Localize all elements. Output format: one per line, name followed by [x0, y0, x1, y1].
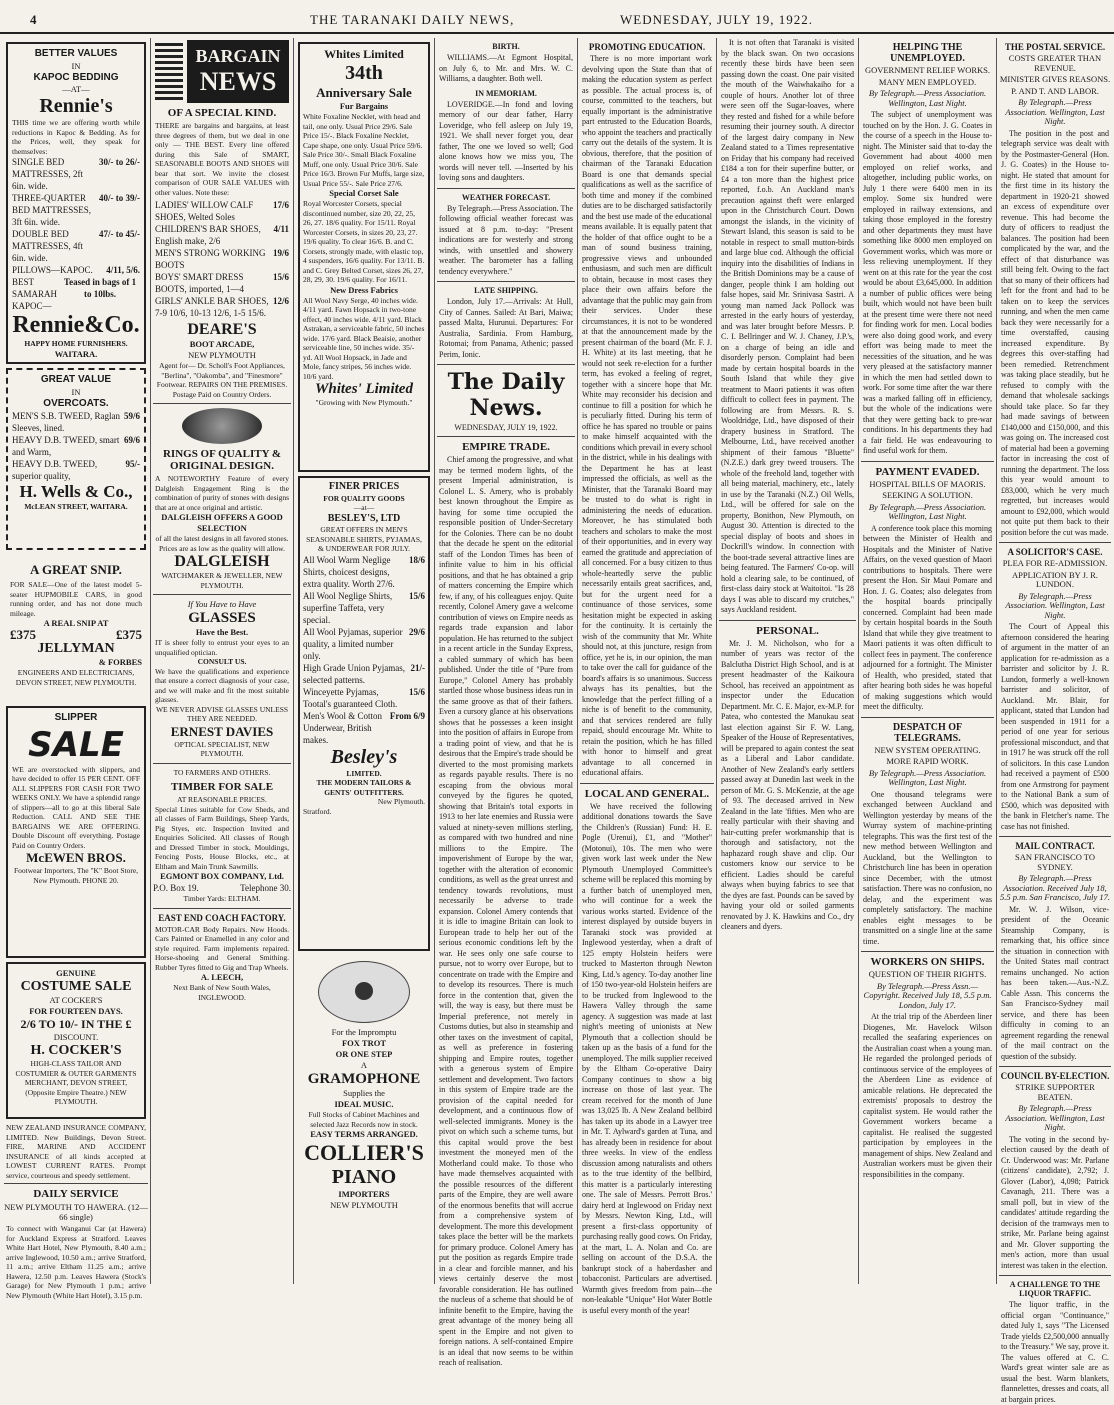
dateline: By Telegraph.—Press Association. Wellington, Last Night. [1005, 590, 1105, 620]
local-news-continued: It is not often that Taranaki is visited by the black swan. On two occasions recently these birds have been seen passing down the coast. One pair visited the mouth of the Waiwhakaiho for a couple of hours. Another lot of three were seen off the Sugar-loaves, where they rested and fished for a while before resuming their journey south. A director of the largest dairy company in New Zealand stated to a Times representative on Friday that his company had received £184 a ton for their superfine butter, or £4 a ton more than the highest price reported, f.o.b. An Auckland man's precaution against theft were enlarged upon in the Christchurch Court. Down amongst the islands, in the vicinity of Stewart Island, this season is said to be notable in respect to small mutton-birds and large blue cod. Although the official inquiry into the disabilities of Indians in the British Dominions may be a cause of danger, people think I am holding out false hopes, said Mr. Srinivasa Sastri. A young man named Jack Pollock was arrested in the early hours of yesterday, and was later brought before Messrs. P. C. I. Bellringer and W. J. Chaney, J.P.'s, on a charge of being an idle and disorderly person. Complaint had been made by certain hospital boards in the South Island that while they give treatment to Maori patients it was often difficult to collect fees in payment. The following are from Messrs. R. S. Wooldridge, Ltd., have disposed of their drapery business in Stratford. The Melbourne, Ltd., have received another shipment of their famous "Bluette" (N.Z.E.) dark grey tweed trousers. The whole of the freehold land, together with all being material, machinery, etc., lately in use by the Taranaki (N.Z.) Oil Wells, Ltd., will be offered for sale on the property, Bonithon, New Plymouth, on August 30. Attention is directed to the special display of boots and shoes in Dockrill's window. In connection with the boot-trade several attractive lines are being featured. The Farmers' Co-op. will hold a clearing sale, to be continued, of first-class dairy stock at Waitoitoi. "Is 28 days I was able to discard my crutches," says Auckland resident. [721, 38, 854, 614]
ad-tagline: OPTICAL SPECIALIST, NEW PLYMOUTH. [174, 739, 270, 758]
ad-tagline: HIGH-CLASS TAILOR AND COSTUMIER & OUTER GARMENTS MERCHANT, DEVON STREET, (Opposite Empire Theatre.) NEW PLYMOUTH. [15, 1059, 137, 1106]
ad-text: To connect with Wanganui Car (at Hawera) for Auckland Express at Stratford. Leaves White Hart Hotel, New Plymouth, 8.40 a.m.; arrive Inglewood, 10.50 a.m.; arrive Stratford, 11 a.m.; arrive Eltham 11.25 a.m.; arrive Hawera, 12.50 p.m. Leaves Hawera (Stock's Garage) for New Plymouth 1 p.m.; arrive New Plymouth (White Hart Hotel), 3.15 p.m. [6, 1224, 146, 1300]
ad-tagline: HAPPY HOME FURNISHERS. [24, 339, 128, 348]
ad-town: NEW PLYMOUTH [330, 1200, 398, 1210]
item-label: All Wool Pyjamas, superior quality, a limited number only. [303, 626, 403, 661]
price-list-item [303, 590, 425, 626]
price-list-item [155, 295, 289, 319]
article-body: The subject of unemployment was touched on by the Hon. J. G. Coates in the course of a speech in the House to-night. The Minister said that to-day the Government had about 4000 men employed on relief works, and altogether, including public works, on July 1 there were 6400 men in its employ. Some six hundred were employed in railway extensions, and taking those employed in the forestry and other departments they must have something like 8000 men employed on Government works, which was more or less relieving unemployment. If they went on at this rate for the year the cost would be about £3,645,000. In addition a number of public offices were being built, which would not have been built at the present time were there not need for finding work for men. Local bodies were also doing good work, and every effort was being made to meet the necessities of the situation, and he was very pleased at the satisfactory manner in which the men had settled down to work. For some time after the war there was a marked falling off in efficiency, but the whole of the indications were that they were getting back to pre-war conditions. In his departments they had a fair field. He was endeavouring to find useful work for them. [863, 110, 992, 455]
ad-text: AT COCKER'S [49, 995, 103, 1005]
collier-ad [298, 955, 430, 1259]
price-list-item [12, 228, 140, 264]
price-list-item [155, 223, 289, 247]
ad-brand: H. Wells & Co., [19, 482, 133, 501]
item-price: 15/6 [272, 272, 289, 282]
ad-heading: Anniversary Sale [316, 85, 412, 100]
ad-text: FOR SALE—One of the latest model 5-seater HUPMOBILE CARS, in good running order, and has not done much mileage. [10, 580, 142, 618]
item-label: High Grade Union Pyjamas, selected patterns. [303, 662, 405, 685]
dateline: By Telegraph.—Press Association. Wellington, Last Night. [868, 88, 987, 108]
item-price: 95/- [125, 459, 140, 469]
dateline: By Telegraph.—Press Association. Wellington, Last Night. [868, 767, 987, 787]
ad-text: A NOTEWORTHY Feature of every Dalgleish Engagement Ring is the combination of purity of stones with designs that are at once original and artistic. [155, 474, 289, 512]
ad-heading: KAPOC BEDDING [33, 71, 119, 83]
whites-logo: Whites' Limited [315, 381, 413, 397]
price-list-item [303, 554, 425, 590]
item-label: Winceyette Pyjamas, Tootal's guaranteed Cloth. [303, 686, 398, 709]
ad-text: Special Lines suitable for Cow Sheds, and all classes of Farm Buildings, Sheep Yards, Pig Styes, etc. Inspection Invited and Enquiries Solicited. All classes of Rough and Dressed Timber in stock, Mouldings, Fencing Posts, House Blocks, etc., at Eltham and Main Trunk Sawmills. [155, 804, 289, 871]
rennie-ad [6, 42, 146, 364]
ad-brand: EGMONT BOX COMPANY, Ltd. [160, 871, 284, 881]
wells-ad [6, 368, 146, 550]
ad-heading: BETTER VALUES [34, 48, 118, 59]
article-body: The position in the post and telegraph service was dealt with by the Postmaster-General (Hon. J. G. Coates) in the House to-night. He stated that amount for the first time in its history the department in 1920-21 showed an excess of expenditure over revenue. This had become the duty of officers to readjust the balances. The position had been complicated by the war, and the effect of that disturbance was still being felt. Owing to the fact that so many of their officers had left for the front and had to be taken on to keep the services running, and when the men came back they were necessarily for a time overstaffed, causing increased expenditure. By degrees this over-staffing had been remedied. Retrenchment was taking place steadily, but he refused to comply with the demand that wholesale sackings should take place. So far they had made savings of between £140,000 and £150,000, and this was going on. The increased cost of material had been a governing factor in increasing the cost of running the department. The loss this year would amount to £83,000, which he very much regretted, but increases would amount to £92,000, which would not quite put them back to their position before the cut was made. [1001, 128, 1109, 537]
price-list-item [303, 686, 425, 710]
ad-text: THERE are bargains and bargains, at least three degrees of them, but we deal in one only — THE BEST. Every line offered during this Sale of SMART, SEASONABLE BOOTS AND SHOES will bear that sort. We invite the closest comparison of OUR SALE VALUES with other values. Note these: [155, 121, 289, 197]
item-label: Men's Wool & Cotton Underwear, British makes. [303, 710, 382, 745]
rennie-logo: Rennie&Co. [12, 312, 140, 338]
section-subheading: PLEA FOR RE-ADMISSION. [1002, 558, 1108, 568]
sale-wordmark: SALE [28, 724, 124, 765]
ad-heading: 34th [345, 62, 383, 84]
ad-text: GENUINE [56, 968, 96, 978]
ad-text: FOX TROT [341, 1038, 386, 1048]
ad-heading: EAST END COACH FACTORY. [158, 912, 286, 923]
ad-text: A REAL SNIP AT [43, 618, 109, 628]
editorial-date: WEDNESDAY, JULY 19, 1922. [454, 423, 558, 432]
item-price: 19/6 [272, 248, 289, 258]
item-label: THREE-QUARTER BED MATTRESSES, 3ft 6in. wide. [12, 193, 92, 227]
item-label: DOUBLE BED MATTRESSES, 4ft 6in. wide. [12, 229, 84, 263]
page-number: 4 [30, 12, 38, 27]
ad-text: Royal Worcester Corsets, special discontinued number, size 20, 22, 25, 26, 27. 18/6 quality. For 15/11. Royal Worcester Corsets, in sizes 20, 23, 27. 19/6 quality. To clear 16/6. B. and C. Corsets, strongly made, with elastic top, 4 suspenders, 16/6 quality. For 13/11. B. and C. Grey Belted Corset, sizes 26, 27, 28, 29, 30. 19/6 quality. For 16/11. [303, 199, 425, 284]
insurance-ad: NEW ZEALAND INSURANCE COMPANY, LIMITED. New Buildings, Devon Street. FIRE, MARINE AND ACCIDENT INSURANCE of all kinds accepted at LOWEST CURRENT RATES. Prompt service, courteous and speedy settlement. [6, 1123, 146, 1180]
item-label: SINGLE BED MATTRESSES, 2ft 6in. wide. [12, 157, 84, 191]
item-label: BOYS' SMART DRESS BOOTS, imported, 1—4 [155, 272, 244, 294]
section-subheading: APPLICATION BY J. R. LUNDON. [1012, 569, 1098, 589]
ad-heading: RINGS OF QUALITY & ORIGINAL DESIGN. [162, 448, 282, 472]
ad-subheading: TO FARMERS AND OTHERS. [173, 767, 271, 777]
price-list-item [155, 247, 289, 271]
ad-brand: JELLYMAN [37, 641, 115, 656]
ad-text: For the Impromptu [331, 1027, 397, 1037]
column-6 [719, 38, 856, 1284]
section-heading: WEATHER FORECAST. [461, 192, 551, 202]
ad-address: Next Bank of New South Wales, INGLEWOOD. [173, 983, 271, 1002]
dateline: By Telegraph.—Press Association. Wellington, Last Night. [1005, 1103, 1105, 1132]
item-label: PILLOWS—KAPOC. [12, 265, 93, 275]
price-list-item [155, 271, 289, 295]
item-label: HEAVY D.B. TWEED, superior quality, [12, 459, 98, 481]
ad-heading: NEWS [199, 67, 277, 96]
ad-text: If You Have to Have [187, 599, 257, 609]
price-list-item [12, 458, 140, 482]
ad-text: Prices are as low as the quality will allow. [159, 543, 285, 553]
ad-text: A [360, 1060, 368, 1070]
item-label: BEST SAMARAH KAPOC— [12, 277, 58, 311]
article-body: At the trial trip of the Aberdeen liner Diogenes, Mr. Havelock Wilson recalled the seafaring experiences on the Australian coast when a young man. He regarded the prolonged periods of continuous service of the employees of the Aberdeen Line as evidence of amicable relations. He deprecated the extremists' proposals to destroy the capitalist system. He would rather the Government workers became a capitalist. He realised the suggested participation by employees in the management of ships. New Zealand and Australian workers must be given their responsibilities in the company. [863, 1012, 992, 1179]
item-price: Teased in bags of 1 to 10lbs. [63, 277, 137, 299]
ad-brand: BOOT ARCADE, [189, 339, 255, 349]
dateline: By Telegraph.—Press Association. Received July 18, 5.5 p.m. San Francisco, July 17. [999, 873, 1110, 902]
section-subheading: MORE RAPID WORK. [886, 756, 969, 766]
ad-tagline: WATCHMAKER & JEWELLER, NEW PLYMOUTH. [161, 571, 283, 590]
price-list [12, 156, 140, 312]
column-2 [153, 38, 291, 1284]
ad-text: We have the qualifications and experience that ensure a correct diagnosis of your case, and we will make and fit the most suitable glasses. [155, 666, 289, 704]
ad-text: Agent for— Dr. Scholl's Foot Appliances, "Berlina", "Oakomba", and "Finesmore" Footwear. REPAIRS ON THE PREMISES. Postage Paid on Country Orders. [156, 361, 288, 399]
ad-subheading: OF A SPECIAL KIND. [167, 107, 277, 119]
dateline: By Telegraph.—Press Association. Wellington, Last Night. [1005, 97, 1105, 126]
ad-tagline: THE MODERN TAILORS & GENTS' OUTFITTERS. [316, 778, 412, 797]
item-label: GIRLS' ANKLE BAR SHOES, 7-9 10/6, 10-13 12/6, 1-5 15/6. [155, 296, 269, 318]
editorial-heading: EMPIRE TRADE. [462, 441, 550, 453]
price-list [155, 199, 289, 319]
ad-brand: & FORBES [98, 657, 142, 667]
ad-heading: BARGAIN [195, 46, 281, 66]
ad-text: WE NEVER ADVISE GLASSES UNLESS THEY ARE NEEDED. [155, 704, 289, 723]
item-price: 12/6 [272, 296, 289, 306]
item-price: 17/6 [272, 200, 289, 210]
ad-text: of all the latest designs in all favored stones. [155, 534, 289, 543]
section-heading: HELPING THE UNEMPLOYED. [890, 42, 965, 64]
article-body: The voting in the second by-election caused by the death of Cr. Underwood was: Mr. Parlane (citizens' candidate), 2,792; J. Glover (Labor), 4,098; Patrick Cavanagh, 211. There was a small poll, but in view of the candidates' attitude regarding the decision of the tramways men to strike, Mr. Parlane being against and Mr. Glover supporting the men's action, more than usual interest was taken in the election. [1001, 1134, 1109, 1270]
ad-heading: DAILY SERVICE [33, 1188, 119, 1200]
ad-address: McLEAN STREET, WAITARA. [24, 502, 128, 511]
price-list [303, 554, 425, 746]
item-price: 69/6 [123, 435, 140, 445]
ad-subheading: New Dress Fabrics [330, 284, 398, 295]
newspaper-title: THE TARANAKI DAILY NEWS, [310, 12, 515, 27]
column-rule [150, 38, 151, 1284]
paper-nameplate: The Daily News. [447, 369, 565, 421]
item-label: All Wool Neglige Shirts, superfine Taffeta, very special. [303, 590, 393, 625]
ad-town: NEW PLYMOUTH [188, 350, 256, 360]
po-box: P.O. Box 19. [153, 883, 199, 893]
memoriam-notice: LOVERIDGE.—In fond and loving memory of our dear father, Harry Loveridge, who fell asleep on July 19, 1921. We shall never forget you, dear father, The one we loved so well; God alone knows how we miss you, The words will never tell. —Inserted by his loving sons and daughters. [439, 99, 573, 182]
ad-town: Stratford. [303, 806, 332, 816]
column-5 [580, 38, 714, 1315]
ad-text: OR ONE STEP [335, 1049, 393, 1059]
item-price: 15/6 [408, 590, 425, 601]
price-list [12, 410, 140, 482]
ad-subheading: EASY TERMS ARRANGED. [310, 1129, 418, 1139]
section-heading: WORKERS ON SHIPS. [870, 956, 985, 968]
ad-subheading: Have the Best. [195, 627, 249, 637]
article-body: A conference took place this morning between the Minister of Health and Hospitals and the Minister of Native Affairs, on the vexed question of Maori contributions to hospitals. There were present the Hon. Sir Maui Pomare and Hon. J. G. Coates; also delegates from the hospital boards principally concerned. Complaint had been made by certain hospital boards in the South Island that while they give treatment to Maori patients it was often difficult to collect fees in payment. The conference adjourned for a fortnight. The Minister of Health, who presided, stated that after hearing both sides he was hopeful of making suggestions which would meet the difficulty. [863, 523, 992, 711]
section-subheading: MANY MEN EMPLOYED. [878, 76, 977, 87]
weather-forecast: By Telegraph.—Press Association. The following official weather forecast was issued at 8 p.m. to-day: "Present indications are for westerly and strong winds, with unsettled and showery weather. The barometer has a falling tendency everywhere." [439, 203, 573, 276]
ad-brand: H. COCKER'S [30, 1043, 122, 1058]
cocker-ad [6, 962, 146, 1119]
ad-heading: GREAT VALUE [40, 374, 112, 385]
ad-text: White Foxaline Necklet, with head and tail, one only. Usual Price 29/6. Sale Price 15/-. Black Foxaline Necklet, Cape shape, one only. Usual Price 59/6. Sale Price 30/-. Small Black Foxaline Muff, one only. Usual Price 30/6. Sale Price 16/3. Brown Fur Muffs, large size, Usual Price 55/-. Sale Price 27/6. [303, 112, 425, 188]
item-price: 15/6 [408, 686, 425, 697]
item-price: 18/6 [408, 554, 425, 565]
article-body: The Court of Appeal this afternoon considered the hearing of argument in the matter of an application for re-admission as a barrister and solicitor by J. R. Lundon, formerly a well-known barrister and solicitor, of Auckland. Mr. Blair, for applicant, stated that Lundon had been suspended in 1911 for a period of one year for serious professional misconduct, and that in 1917 he was struck off the roll of solicitors. In this case Lundon had received a payment of £500 from one Armstrong for payment to the National Bank a sum of £500, which was deposited with the bank in Fletcher's name. The case has not finished. [1001, 622, 1109, 831]
education-article: There is no more important work devolving upon the State than that of making the education system as perfect as possible. The actual process is, of course, committed to the teachers, but equally important is the administrative part entrusted to the Education Boards, who appoint the teachers and practically carry out the details of the system. It is obvious, therefore, that the position of chairman of the Taranaki Education Board is one that demands special qualifications as well as the sacrifice of both time and money if the combined duties are to be discharged satisfactorily and the best use made of the educational means available. It is equally patent that the holder of that office ought to be a man of sound business training, progressive views and unbounded enthusiasm, and such men are difficult to obtain, because in most cases they place their own affairs before the advantage that the public may gain from their services. Under these circumstances, it is not to be wondered at that the announcement made by the present chairman of the board (Mr. F. J. H. White) at its last meeting, that he would not seek re-election for a further term, has evoked a feeling of regret, together with a sincere hope that Mr. White may reconsider his decision and continue to fill a position for which he is peculiarly fitted. During his term of office he has spared no trouble or pains to make himself acquainted with the conditions which prevail in every school in the district, while in his dealings with the Department he has at least impressed the officials, as well as the Minister, that the Taranaki Board may be trusted to do what is right in administering the needs of education. Moreover, he has stimulated both teachers and scholars to make the most of their opportunities, and in every way earned the gratitude and appreciation of all concerned. For a busy citizen to thus whole-heartedly serve the public necessarily entails great sacrifices, and, but for the urgent need for a continuance of those services, some hesitation might be expected in asking for the continuity. It is certainly the wish of the community that Mr. White should not, at this juncture, resign from office, yet he is, in our opinion, the man to take over the call for guidance of the board's affairs is so unanimous. Success always has its penalties, but the knowledge that the perfect filling of a niche is of benefit to the community, and that services rendered are fully repaid, should encourage Mr. White to retain the position, which he has filled with honor to himself and great advantage to all concerned in educational affairs. [582, 54, 712, 777]
price-list-item [303, 662, 425, 686]
ad-text: All Wool Navy Serge, 40 inches wide. 4/11 yard. Fawn Hopsack in two-tone effect, 40 inches wide. 4/11 yard. Black Astrakan, a serviceable fabric, 50 inches wide. 17/6 yard. Black Beaisie, another serviceable line, 50 inches wide. 35/- yd. All Wool Hopsack, in Jade and Mole, fancy stripes, 56 inches wide. 10/6 yard. [303, 295, 425, 381]
section-heading: A SOLICITOR'S CASE. [1007, 547, 1103, 557]
column-4 [437, 38, 575, 1367]
item-price: 29/6 [408, 626, 425, 637]
item-price: 4/11, 5/6. [106, 265, 140, 275]
item-price: 30/- to 26/- [99, 157, 140, 167]
editorial-body: Chief among the progressive, and what may be termed modern lights, of the present Imperial administration, is Colonel L. S. Amery, who is probably best known throughout the Empire as having for some time occupied the responsible position of Under-Secretary for the Colonies. There can be no doubt that the decade he spent on the editorial staff of the London Times has been of infinite value to him in his official positions, and that he has obtained a grip of matters concerning the Empire which few, if any, of his colleagues enjoy. Quite recently, Colonel Amery gave a welcome contribution of views on Empire needs as regards trade expansion and labor population. He has returned to the subject in a recent article in the Sunday Express, a cabled summary of which has been published. Under the title of "Pure from Europe," Colonel Amery has probably startled those whose business ideas run in the same groove as that of their fathers. Even a cursory glance at his observations shows that he possesses a keen insight into the position of affairs in Europe from a trading point of view, and that he is desirous that the Empire's trade should be diverted to the most promising markets as regards payable results. There is no escaping from the obvious moral conveyed by the figures he quoted, showing that Britain's total exports in 1913 to her late enemies and Russia were valued at ninety-seven millions sterling, as compared with two hundred and nine millions to the Empire. The impoverishment of Europe by the war, together with the alteration of economic conditions, as well as the great unrest and tendency towards revolutions, must necessarily be adverse to trade expansion. Colonel Amery contends that it is idle to imagine Britain can look to European trade to help her out of the serious economic conditions left by the war. He sees only one safe course to pursue, not to worry over Europe, but to concentrate on trade with the Empire and to develop its resources. There is much force in the contention that, given the will, the way is easy, but there must be Imperial preference, not merely in Customs duties, but also in steamship and other taxes on the investment of capital, as well as preference in fostering shipping and Empire routes, together with a generous system of Empire settlement and development. Two factors in this system of Empire trade are the provision of the capital needed for development, and a continuous flow of well-selected immigrants. Money is the pivot on which such a scheme turns, but this capital would prove the best investment the moneyed men of the Motherland could make. To those who have made themselves acquainted with the possible resources of the different parts of the Empire, they are well aware of the enormous benefits that will accrue from a comprehensive system of development. The more this development takes place the better will be the markets for primary produce. Colonel Amery has put the position as regards Empire trade in a clear and forcible manner, and his views certainly deserve the most favorable consideration. He has outlined the nucleus of a scheme that should be of infinite benefit to the Empire, having the great advantage of the money being all spent in the Empire and not given to foreign nations. A self-contained Empire is an ideal that now seems to be within reach of realisation. [439, 455, 573, 1367]
ad-text: —AT— [62, 84, 90, 94]
section-heading: PROMOTING EDUCATION. [588, 42, 706, 52]
item-price: 47/- to 45/- [99, 229, 140, 239]
section-subheading: STRIKE SUPPORTER BEATEN. [1015, 1082, 1095, 1102]
item-price: 4/11 [273, 224, 289, 234]
slipper-sale-ad [6, 706, 146, 958]
ad-brand: BESLEY'S, LTD [327, 512, 401, 524]
ad-heading: GRAMOPHONE [307, 1071, 421, 1087]
ring-illustration [182, 408, 262, 444]
personal-news: Mr. J. M. Nicholson, who for a number of years was rector of the Balclutha District High School, and is at present headmaster of the Kaikoura School, has received an appointment as inspector under the Education Department. Mr. C. E. Major, ex-M.P. for Patea, who contested the Manukau seat last election against Sir F. W. Lang, Speaker of the House of Representatives, will be prepared to again contest the seat as a Liberal and Labor candidate. Another of New Zealand's early settlers passed away at Dunedin last week in the person of Mr. G. S. McKenzie, at the age of 93. The deceased arrived in New Zealand in the late 'fifties. Men who are really particular with their shaving and hair-cutting prefer workmanship that is thorough and satisfactory, not the haphazard rough shave and clip. Our customers know our service to be efficient. Ladies should be careful always when buying fabrics to see that the dyes are fast. Pounds can be saved by having your old or soiled garments renovated by J. K. Hawkins and Co., dry cleaners and dyers. [721, 638, 854, 931]
price-list-item [303, 626, 425, 662]
section-subheading: MINISTER GIVES REASONS. [999, 74, 1111, 84]
telephone: Telephone 30. [240, 883, 291, 893]
ad-text: IMPORTERS [338, 1189, 390, 1199]
ad-heading: TIMBER FOR SALE [170, 781, 274, 793]
hand-icon [155, 40, 183, 100]
section-heading: PAYMENT EVADED. [875, 465, 980, 478]
section-heading: LOCAL AND GENERAL. [584, 787, 710, 800]
ad-heading: A GREAT SNIP. [30, 562, 122, 577]
price-list-item [12, 434, 140, 458]
ad-subheading: CONSULT US. [197, 657, 247, 666]
column-rule [577, 38, 578, 1284]
section-subheading: P. AND T. AND LABOR. [1011, 85, 1099, 96]
section-subheading: COSTS GREATER THAN REVENUE. [1008, 53, 1102, 73]
ad-heading: SLIPPER [54, 712, 98, 723]
column-rule [858, 38, 859, 1284]
ad-text: MOTOR-CAR Body Repairs. New Hoods. Cars Painted or Enamelled in any color and style required. Farm implements repaired. Horse-shoeing and General Smithing. Rubber Tyres fitted to Gig and Trap Wheels. [155, 924, 289, 972]
item-label: HEAVY D.B. TWEED, smart and Warm, [12, 435, 120, 457]
price-list-item [12, 410, 140, 434]
column-3 [296, 38, 432, 1284]
besley-logo: Besley's [330, 745, 398, 768]
ad-text: Supplies the [343, 1088, 385, 1098]
ad-heading: COSTUME SALE [20, 979, 132, 994]
ad-tagline: ENGINEERS AND ELECTRICIANS, DEVON STREET, NEW PLYMOUTH. [15, 668, 137, 687]
item-price: From 6/9 [389, 710, 425, 721]
ad-subheading: AT REASONABLE PRICES. [177, 795, 267, 804]
section-heading: LATE SHIPPING. [474, 286, 538, 295]
section-heading: THE POSTAL SERVICE. [1004, 42, 1106, 52]
ad-text: 2/6 TO 10/- IN THE £ [20, 1017, 132, 1031]
ad-text: DISCOUNT. [53, 1032, 99, 1042]
ad-brand: Whites Limited [324, 47, 404, 61]
article-body: The liquor traffic, in the official organ "Continuance," dated July 1, says "The Licensed Trade yields £2,500,000 annually to the Treasury." We say, prove it. The values offered at C. C. Ward's great winter sale are as usual the best. Warm blankets, flannelettes, dresses and coats, all at bargain prices. [1001, 1300, 1109, 1404]
column-8 [999, 38, 1111, 1404]
section-subheading: GOVERNMENT RELIEF WORKS. [864, 65, 991, 75]
ad-heading: OVERCOATS. [43, 397, 109, 409]
item-price: 21/- [410, 662, 425, 673]
masthead [0, 0, 1114, 34]
ad-heading: FINER PRICES [328, 481, 400, 492]
ad-text: IN [71, 60, 81, 71]
ad-text: FOR FOURTEEN DAYS. [29, 1006, 123, 1016]
ad-heading: FOR QUALITY GOODS [323, 493, 405, 503]
ad-tagline: "Growing with New Plymouth." [315, 398, 413, 407]
ad-text: WE are overstocked with slippers, and have decided to offer 15 PER CENT. OFF ALL SLIPPERS FOR CASH FOR TWO WEEKS ONLY. We have a splendid range of slippers—all to go at this liberal Sale Reduction. CALL AND SEE THE BARGAINS WE ARE OFFERING. Double Discount off everything. Postage Paid on Country Orders. [12, 764, 140, 850]
birth-notice: WILLIAMS.—At Egmont Hospital, on July 6, to Mr. and Mrs. W. C. Williams, a daughter. Both well. [439, 53, 573, 83]
ad-brand: A. LEECH, [200, 972, 244, 982]
bargain-news-header [155, 40, 289, 103]
issue-date: WEDNESDAY, JULY 19, 1922. [620, 12, 813, 27]
section-heading: A CHALLENGE TO THE LIQUOR TRAFFIC. [1009, 1280, 1101, 1298]
item-label: MEN'S S.B. TWEED, Raglan Sleeves, lined. [12, 411, 120, 433]
column-1 [4, 38, 148, 1300]
ad-text: —at— [353, 503, 375, 512]
ad-text: IT is sheer folly to entrust your eyes to an unqualified optician. [155, 638, 289, 657]
ad-brand: DALGLEISH [174, 553, 270, 570]
ad-subheading: Special Corset Sale [329, 188, 399, 198]
section-heading: MAIL CONTRACT. [1015, 841, 1095, 851]
price-list-item [303, 710, 425, 746]
ad-tagline: Footwear Importers, The "K" Boot Store, New Plymouth. PHONE 20. [13, 866, 139, 885]
ad-text: LIMITED. [346, 768, 382, 778]
besley-ad [298, 476, 430, 951]
ad-brand: McEWEN BROS. [26, 850, 126, 865]
item-label: MEN'S STRONG WORKING BOOTS [155, 248, 266, 270]
price-list-item [12, 264, 140, 276]
column-rule [716, 38, 717, 1284]
ad-brand: DEARE'S [187, 321, 257, 338]
ad-text: IDEAL MUSIC. [334, 1099, 394, 1109]
ad-town: New Plymouth. [377, 797, 425, 806]
section-heading: IN MEMORIAM. [475, 88, 537, 98]
column-rule [434, 38, 435, 1284]
ad-subheading: GREAT OFFERS IN MEN'S SEASONABLE SHIRTS, PYJAMAS, & UNDERWEAR FOR JULY. [306, 525, 422, 553]
ad-subheading: DALGLEISH OFFERS A GOOD SELECTION [161, 512, 283, 533]
item-price: 59/6 [123, 411, 140, 421]
section-heading: DESPATCH OF TELEGRAMS. [892, 721, 963, 744]
ad-text: Timber Yards: ELTHAM. [183, 894, 261, 903]
section-heading: COUNCIL BY-ELECTION. [1000, 1071, 1110, 1081]
gramophone-illustration [318, 961, 410, 1023]
item-label: LADIES' WILLOW CALF SHOES, Welted Soles [155, 200, 254, 222]
column-rule [293, 38, 294, 1284]
ad-brand: Rennie's [39, 95, 113, 117]
local-news: We have received the following additional donations towards the Save the Children's (Russian) Fund: H. E. Pogle (Urenui), £1, and "Mother" (Motonui), 10s. The men who were given work last week under the New Plymouth Unemployed Committee's scheme will be replaced this morning by a further batch of unemployed men, who will continue for a week the various works started. Evidence of the interest displayed by outside buyers in Taranaki stock was provided at Inglewood yesterday, when a draft of 125 empty Holstein heifers were trucked to Masterton through Newton King, Ltd.'s agency. To-day another line of 150 two-year-old Holstein heifers are to be trucked from Inglewood to the Hawera Valley through the same agency. A suggestion was made at last night's meeting of unionists at New Plymouth that a collection should be taken up as the basis of a fund for the unemployed. The milk supplier received by the Eltham Co-operative Dairy Company continues to show a big increase on those of last year. The cream received for the month of June was 13,025 lb. A New Zealand bellbird has taken up its abode in a Lawyer tree in Mr. T. Aylward's garden at Tuna, and has already been in residence for about three weeks. In view of the endless discussion among naturalists and others as to the true identity of the bellbird, this matter is a particularly interesting one. The sale of Messrs. Perrott Bros.' dairy herd at Inglewood on Friday next by Messrs. Newton King, Ltd., will present a first-class opportunity of purchasing really good cows. On Friday, at the mart, L. A. Nolan and Co. are selling on account of the D.S.A. the bankrupt stock of a haberdasher and tobacconist. Particulars are advertised. Warmth gives freedom from pain—the non-leakable "Unique" Hot Water Bottle is useful every month of the year! [582, 801, 712, 1315]
price-list-item [12, 156, 140, 192]
ad-subheading: NEW PLYMOUTH TO HAWERA. (12—66 single) [4, 1202, 148, 1222]
ad-brand: ERNEST DAVIES [170, 723, 274, 739]
snip-ad [6, 554, 146, 702]
price: £375 [10, 627, 36, 642]
ad-brand: PIANO [331, 1166, 397, 1188]
ad-town: WAITARA. [54, 348, 98, 359]
price: £375 [116, 627, 142, 642]
ad-text: THIS time we are offering worth while reductions in Kapoc & Bedding. As for the Prices, well, they speak for themselves: [12, 118, 140, 156]
column-rule [996, 38, 997, 1284]
section-subheading: QUESTION OF THEIR RIGHTS. [868, 969, 987, 979]
item-label: All Wool Warm Neglige Shirts, choicest designs, extra quality. Worth 27/6. [303, 554, 395, 589]
price-list-item [155, 199, 289, 223]
item-price: 40/- to 39/- [99, 193, 140, 203]
whites-ad [298, 42, 430, 472]
ad-text: Full Stocks of Cabinet Machines and selected Jazz Records now in stock. [308, 1110, 420, 1129]
section-subheading: SAN FRANCISCO TO SYDNEY. [1015, 852, 1095, 872]
ad-subheading: Fur Bargains [339, 101, 389, 111]
item-label: CHILDREN'S BAR SHOES, English make, 2/6 [155, 224, 261, 246]
dateline: By Telegraph.—Press Association. Wellington, Last Night. [868, 501, 987, 521]
section-subheading: NEW SYSTEM OPERATING. [874, 744, 981, 755]
ad-heading: GLASSES [188, 610, 256, 626]
shipping-news: London, July 17.—Arrivals: At Hull, City of Cannes. Sailed: At Bari, Maiwa; passed Malta, Hurunui. Departures: For Australia, Sardinia. From Hamburg, Rotomai; from Panama, Athenic; passed Perim, Ionic. [439, 297, 573, 359]
section-heading: PERSONAL. [756, 624, 819, 637]
price-list-item [12, 192, 140, 228]
section-subheading: HOSPITAL BILLS OF MAORIS. [869, 478, 986, 489]
price-list-item [12, 276, 140, 312]
column-7 [861, 38, 994, 1284]
section-heading: BIRTH. [492, 42, 520, 51]
ad-brand: COLLIER'S [304, 1140, 424, 1165]
ad-text: IN [71, 386, 81, 397]
dateline: By Telegraph.—Press Assn.—Copyright. Received July 18, 5.5 p.m. London, July 17. [863, 980, 992, 1010]
article-body: Mr. W. J. Wilson, vice-president of the Oceanic Steamship Company, is remarking that, his office since the situation in connection with the United States mail contract remains unchanged. No action has been taken.—Aus.-N.Z. Cable Assn. This concerns the San Francisco-Sydney mail service, and there has been difficulty in coming to an agreement regarding the renewal of the mail contract on the question of the subsidy. [1001, 904, 1109, 1061]
section-subheading: SEEKING A SOLUTION. [882, 490, 973, 500]
article-body: One thousand telegrams were exchanged between Auckland and Wellington yesterday by means of the Wurray system of machine-printing telegraphs. This was the first test of the new method between Wellington and Auckland, but the Wellington to Christchurch line has been in operation since December, with the utmost satisfaction. There was no confusion, no delay, and the experiment was completely satisfactory. The machine enables eight messages to be transmitted on a single line at the same time. [863, 789, 992, 946]
